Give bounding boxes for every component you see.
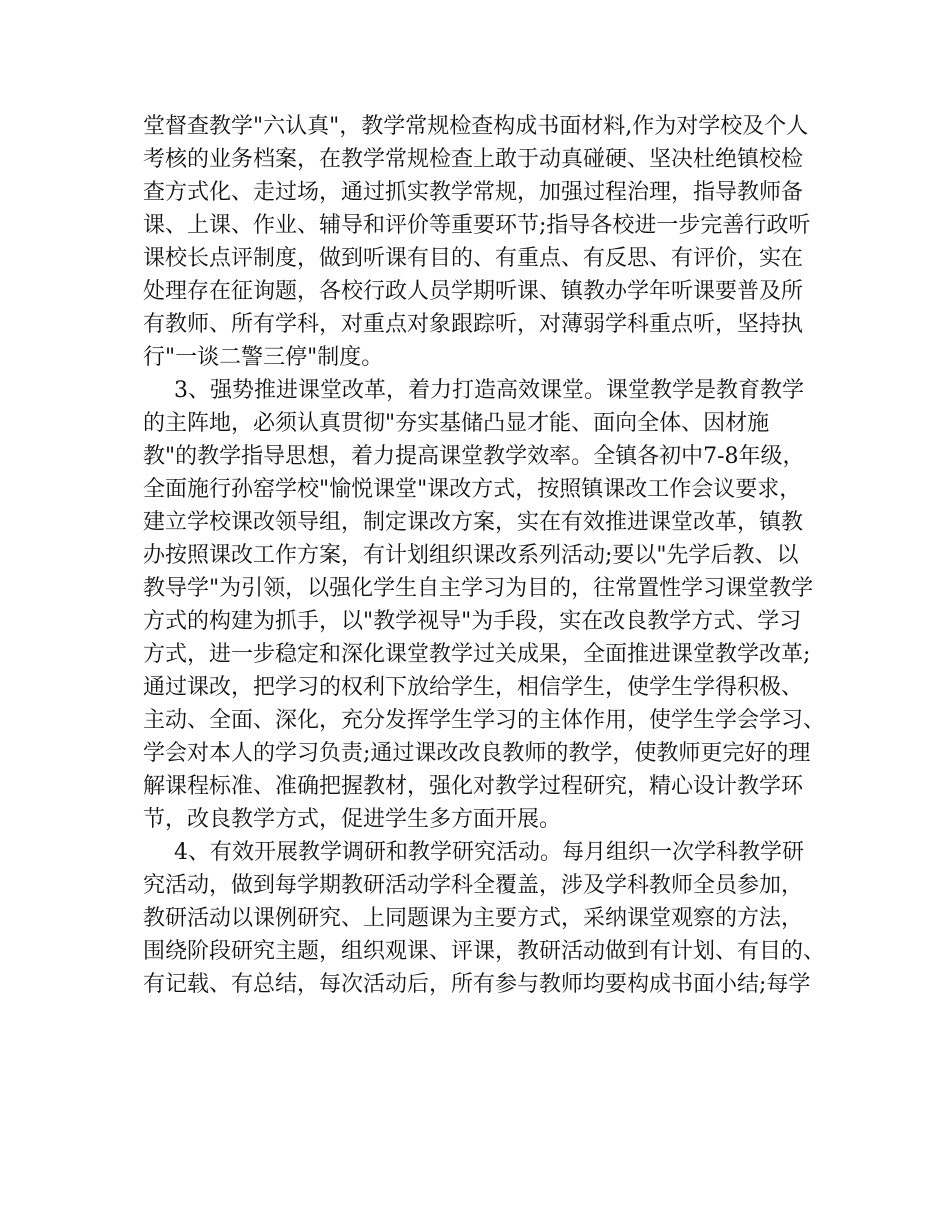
text-line: 教研活动以课例研究、上同题课为主要方式，采纳课堂观察的方法，: [143, 906, 804, 931]
text-line: 通过课改，把学习的权利下放给学生，相信学生，使学生学得积极、: [143, 675, 804, 700]
body-text: [143, 110, 826, 1001]
text-line: 究活动，做到每学期教研活动学科全覆盖，涉及学科教师全员参加，: [143, 873, 804, 898]
text-line: 考核的业务档案，在教学常规检查上敢于动真碰硬、坚决杜绝镇校检: [143, 147, 804, 172]
text-line: 方式的构建为抓手，以"教学视导"为手段，实在改良教学方式、学习: [143, 609, 802, 634]
text-line: 课、上课、作业、辅导和评价等重要环节;指导各校进一步完善行政听: [143, 213, 811, 238]
paragraph-4-start: 4、有效开展教学调研和教学研究活动。每月组织一次学科教学研: [174, 840, 804, 865]
text-line: 主动、全面、深化，充分发挥学生学习的主体作用，使学生学会学习、: [143, 708, 826, 733]
text-line: 教"的教学指导思想，着力提高课堂教学效率。全镇各初中7-8年级，: [143, 444, 805, 469]
text-line: 有教师、所有学科，对重点对象跟踪听，对薄弱学科重点听，坚持执: [143, 312, 804, 337]
text-line: 的主阵地，必须认真贯彻"夯实基储凸显才能、面向全体、因材施: [143, 411, 770, 436]
text-line: 查方式化、走过场，通过抓实教学常规，加强过程治理，指导教师备: [143, 180, 804, 205]
text-line: 解课程标准、准确把握教材，强化对教学过程研究，精心设计教学环: [143, 774, 804, 799]
text-line: 方式，进一步稳定和深化课堂教学过关成果，全面推进课堂教学改革;: [143, 642, 811, 667]
text-line: 课校长点评制度，做到听课有目的、有重点、有反思、有评价，实在: [143, 246, 804, 271]
paragraph-3-start: 3、强势推进课堂改革，着力打造高效课堂。课堂教学是教育教学: [174, 378, 804, 403]
text-line: 堂督查教学"六认真"，教学常规检查构成书面材料,作为对学校及个人: [143, 114, 809, 139]
text-line: 建立学校课改领导组，制定课改方案，实在有效推进课堂改革，镇教: [143, 510, 804, 535]
text-line: 有记载、有总结，每次活动后，所有参与教师均要构成书面小结;每学: [143, 972, 811, 997]
text-line: 节，改良教学方式，促进学生多方面开展。: [143, 807, 562, 832]
text-line: 全面施行孙窑学校"愉悦课堂"课改方式，按照镇课改工作会议要求，: [143, 477, 802, 502]
text-line: 处理存在征询题，各校行政人员学期听课、镇教办学年听课要普及所: [143, 279, 804, 304]
text-line: 学会对本人的学习负责;通过课改改良教师的教学，使教师更完好的理: [143, 741, 811, 766]
text-line: 围绕阶段研究主题，组织观课、评课，教研活动做到有计划、有目的、: [143, 939, 826, 964]
text-line: 行"一谈二警三停"制度。: [143, 345, 384, 370]
text-line: 办按照课改工作方案，有计划组织课改系列活动;要以"先学后教、以: [143, 543, 799, 568]
text-line: 教导学"为引领，以强化学生自主学习为目的，往常置性学习课堂教学: [143, 576, 814, 601]
